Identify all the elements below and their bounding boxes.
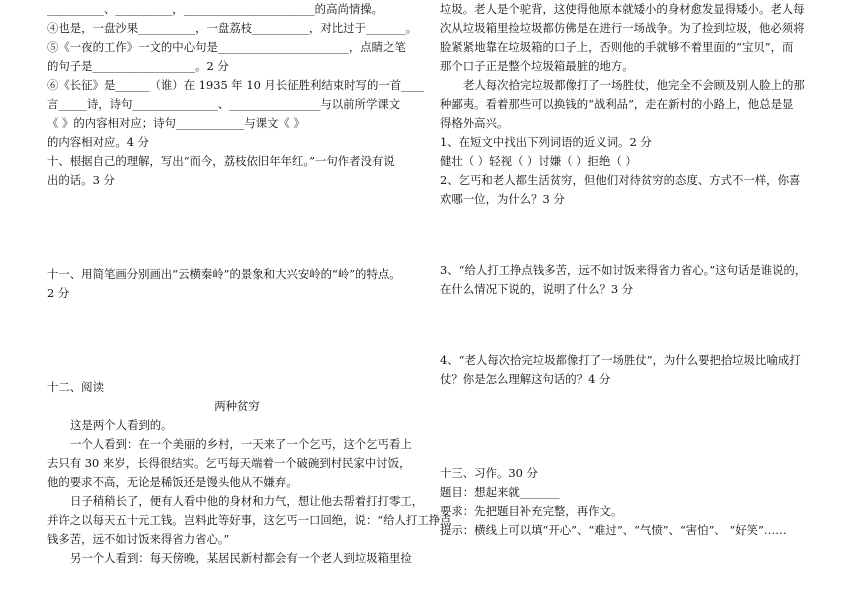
passage-title: 两种贫穷 — [214, 399, 260, 413]
right-column — [440, 0, 820, 540]
essay-hint: 提示：横线上可以填“开心”、“难过”、“气愤”、“害怕”、 “好笑”…… — [440, 523, 787, 537]
essay-topic: 题目：想起来就_______ — [440, 485, 560, 499]
reading-question-3-line2: 在什么情况下说的，说明了什么？3 分 — [440, 282, 634, 296]
reading-question-1: 1、在短文中找出下列词语的近义词。2 分 — [440, 135, 652, 149]
question-6-line2: 言_____诗，诗句_______________、________________与以前所学课文 — [47, 97, 401, 111]
essay-requirement: 要求：先把题目补充完整，再作文。 — [440, 504, 623, 518]
reading-question-4-line1: 4、“老人每次拾完垃圾都像打了一场胜仗”，为什么要把拾垃圾比喻成打 — [440, 353, 801, 367]
section-10-line2: 出的话。3 分 — [47, 173, 115, 187]
reading-question-1-words: 健壮（ ）轻视（ ）讨嫌（ ）拒绝（ ） — [440, 154, 637, 168]
reading-question-3-line1: 3、“给人打工挣点钱多苦，远不如讨饭来得省力省心。”这句话是谁说的， — [440, 263, 807, 277]
section-11-line1: 十一、用简笔画分别画出“云横秦岭”的景象和大兴安岭的“岭”的特点。 — [47, 267, 401, 281]
passage-paragraph-2-line1: 一个人看到：在一个美丽的乡村，一天来了一个乞丐，这个乞丐看上 — [70, 437, 412, 451]
passage-continued-line4: 那个口子正是整个垃圾箱最脏的地方。 — [440, 59, 634, 73]
section-11-line2: 2 分 — [47, 286, 70, 300]
question-6-line1: ⑥《长征》是______（谁）在 1935 年 10 月长征胜利结束时写的一首____ — [47, 78, 424, 92]
question-6-line3: 《 》的内容相对应；诗句____________与课文《 》 — [47, 116, 305, 130]
passage-paragraph-1: 这是两个人看到的。 — [70, 418, 173, 432]
fill-blank-line: __________、__________，_______________________的高尚情操。 — [47, 2, 384, 16]
reading-question-2-line1: 2、乞丐和老人都生活贫穷，但他们对待贫穷的态度、方式不一样，你喜 — [440, 173, 801, 187]
question-4: ④也是，一盘沙果__________，一盘荔枝__________，对比过于_______。 — [47, 21, 418, 35]
question-5-line1: ⑤《一夜的工作》一文的中心句是_______________________，点睛之笔 — [47, 40, 406, 54]
passage-paragraph-5-line1: 老人每次拾完垃圾都像打了一场胜仗，他完全不会顾及别人脸上的那 — [463, 78, 805, 92]
passage-continued-line3: 脸紧紧地靠在垃圾箱的口子上，否则他的手就够不着里面的“宝贝”，而 — [440, 40, 794, 54]
passage-paragraph-2-line2: 去只有 30 来岁，长得很结实。乞丐每天端着一个破碗到村民家中讨饭， — [47, 456, 411, 470]
reading-question-2-line2: 欢哪一位，为什么？3 分 — [440, 192, 565, 206]
section-12-heading: 十二、阅读 — [47, 380, 104, 394]
passage-paragraph-5-line2: 种鄙夷。看着那些可以换钱的“战利品”，走在新村的小路上，他总是显 — [440, 97, 794, 111]
section-10-line1: 十、根据自己的理解，写出“而今，荔枝依旧年年红。”一句作者没有说 — [47, 154, 395, 168]
passage-paragraph-3-line2: 并许之以每天五十元工钱。岂料此等好事，这乞丐一口回绝，说：“给人打工挣点 — [47, 513, 452, 527]
passage-paragraph-3-line1: 日子稍稍长了，便有人看中他的身材和力气，想让他去帮着打打零工， — [70, 494, 424, 508]
section-13-heading: 十三、习作。30 分 — [440, 466, 538, 480]
question-6-line4: 的内容相对应。4 分 — [47, 135, 149, 149]
passage-paragraph-4-line1: 另一个人看到：每天傍晚，某居民新村都会有一个老人到垃圾箱里捡 — [70, 551, 412, 565]
passage-continued-line1: 垃圾。老人是个驼背，这使得他原本就矮小的身材愈发显得矮小。老人每 — [440, 2, 805, 16]
answer-space — [47, 190, 427, 265]
answer-space — [440, 209, 820, 261]
drawing-space — [47, 303, 427, 378]
passage-paragraph-2-line3: 他的要求不高，无论是稀饭还是馒头他从不嫌弃。 — [47, 475, 298, 489]
answer-space — [440, 389, 820, 464]
left-column — [47, 0, 452, 568]
answer-space — [440, 299, 820, 351]
passage-continued-line2: 次从垃圾箱里捡垃圾都仿佛是在进行一场战争。为了捡到垃圾，他必须将 — [440, 21, 805, 35]
question-5-line2: 的句子是__________________。2 分 — [47, 59, 229, 73]
passage-paragraph-5-line3: 得格外高兴。 — [440, 116, 509, 130]
passage-paragraph-3-line3: 钱多苦，远不如讨饭来得省力省心。” — [47, 532, 230, 546]
reading-question-4-line2: 仗？你是怎么理解这句话的？4 分 — [440, 372, 611, 386]
